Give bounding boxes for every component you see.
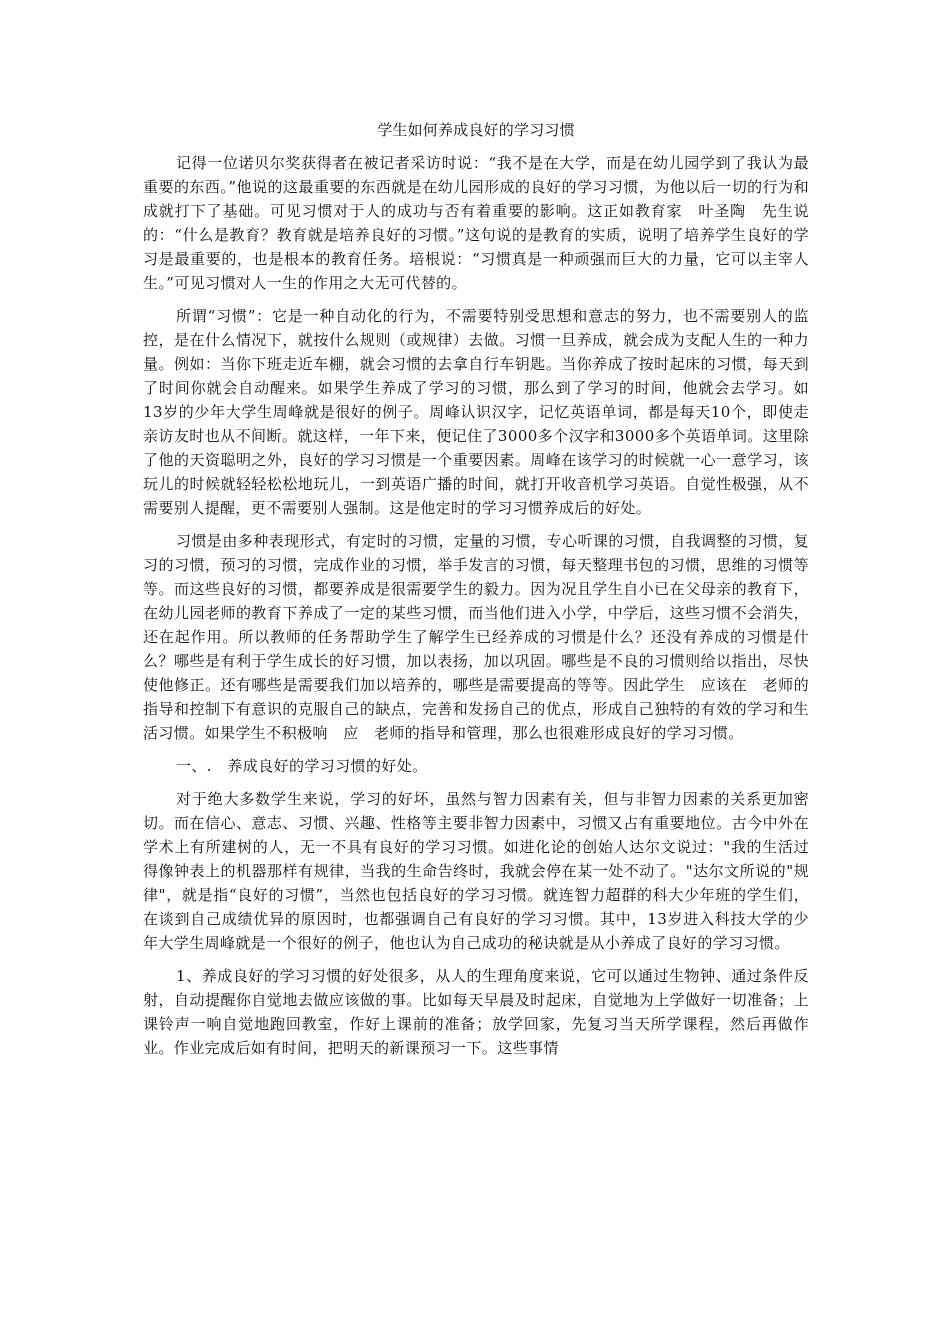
section-heading: 一、. 养成良好的学习习惯的好处。 [176,757,428,775]
paragraph-non-intelligence-factors: 对于绝大多数学生来说，学习的好坏，虽然与智力因素有关，但与非智力因素的关系更加密切。而在信心、意志、习惯、兴趣、性格等主要非智力因素中，习惯又占有重要地位。古今中外在学术上有所建树的人，无一不具有良好的学习习惯。如进化论的创始人达尔文说过："我的生活过得像钟表上的机器那样有规律，当我的生命告终时，我就会停在某一处不动了。"达尔文所说的"规律"，就是指“良好的习惯”，当然也包括良好的学习习惯。就连智力超群的科大少年班的学生们，在谈到自己成绩优异的原因时，也都强调自己有良好的学习习惯。其中，13岁进入科技大学的少年大学生周峰就是一个很好的例子，他也认为自己成功的秘诀就是从小养成了良好的学习习惯。 [143,790,809,952]
paragraph-benefits: 1、养成良好的学习习惯的好处很多，从人的生理角度来说，它可以通过生物钟、通过条件反射，自动提醒你自觉地去做应该做的事。比如每天早晨及时起床，自觉地为上学做好一切准备；上课铃声一响自觉地跑回教室，作好上课前的准备；放学回家，先复习当天所学课程，然后再做作业。作业完成后如有时间，把明天的新课预习一下。这些事情 [143,967,809,1057]
paragraph-habit-definition: 所谓“习惯”：它是一种自动化的行为，不需要特别受思想和意志的努力，也不需要别人的监控，是在什么情况下，就按什么规则（或规律）去做。习惯一旦养成，就会成为支配人生的一种力量。例如：当你下班走近车棚，就会习惯的去拿自行车钥匙。当你养成了按时起床的习惯，每天到了时间你就会自动醒来。如果学生养成了学习的习惯，那么到了学习的时间，他就会去学习。如13岁的少年大学生周峰就是很好的例子。周峰认识汉字，记忆英语单词，都是每天10个，即使走亲访友时也从不间断。就这样，一年下来，便记住了3000多个汉字和3000多个英语单词。这里除了他的天资聪明之外，良好的学习习惯是一个重要因素。周峰在该学习的时候就一心一意学习，该玩儿的时候就轻轻松松地玩儿，一到英语广播的时间，就打开收音机学习英语。自觉性极强，从不需要别人提醒，更不需要别人强制。这是他定时的学习习惯养成后的好处。 [143,307,809,517]
paragraph-habit-forms: 习惯是由多种表现形式，有定时的习惯，定量的习惯，专心听课的习惯，自我调整的习惯，复习的习惯，预习的习惯，完成作业的习惯，举手发言的习惯，每天整理书包的习惯，思维的习惯等等。而这些良好的习惯，都要养成是很需要学生的毅力。因为况且学生自小已在父母亲的教育下，在幼儿园老师的教育下养成了一定的某些习惯，而当他们进入小学，中学后，这些习惯不会消失，还在起作用。所以教师的任务帮助学生了解学生已经养成的习惯是什么？还没有养成的习惯是什么？哪些是有利于学生成长的好习惯，加以表扬，加以巩固。哪些是不良的习惯则给以指出，尽快使他修正。还有哪些是需要我们加以培养的，哪些是需要提高的等等。因此学生 应该在 老师的指导和控制下有意识的克服自己的缺点，完善和发扬自己的优点，形成自己独特的有效的学习和生活习惯。如果学生不积极响 应 老师的指导和管理，那么也很难形成良好的学习习惯。 [143,532,809,742]
paragraph-intro: 记得一位诺贝尔奖获得者在被记者采访时说：“我不是在大学，而是在幼儿园学到了我认为最重要的东西。”他说的这最重要的东西就是在幼儿园形成的良好的学习习惯，为他以后一切的行为和成就打下了基础。可见习惯对于人的成功与否有着重要的影响。这正如教育家 叶圣陶 先生说的：“什么是教育？教育就是培养良好的习惯。”这句说的是教育的实质，说明了培养学生良好的学习是最重要的，也是根本的教育任务。培根说：“习惯真是一种顽强而巨大的力量，它可以主宰人生。”可见习惯对人一生的作用之大无可代替的。 [143,154,809,292]
document-page [143,118,809,1069]
document-title: 学生如何养成良好的学习习惯 [377,121,575,139]
